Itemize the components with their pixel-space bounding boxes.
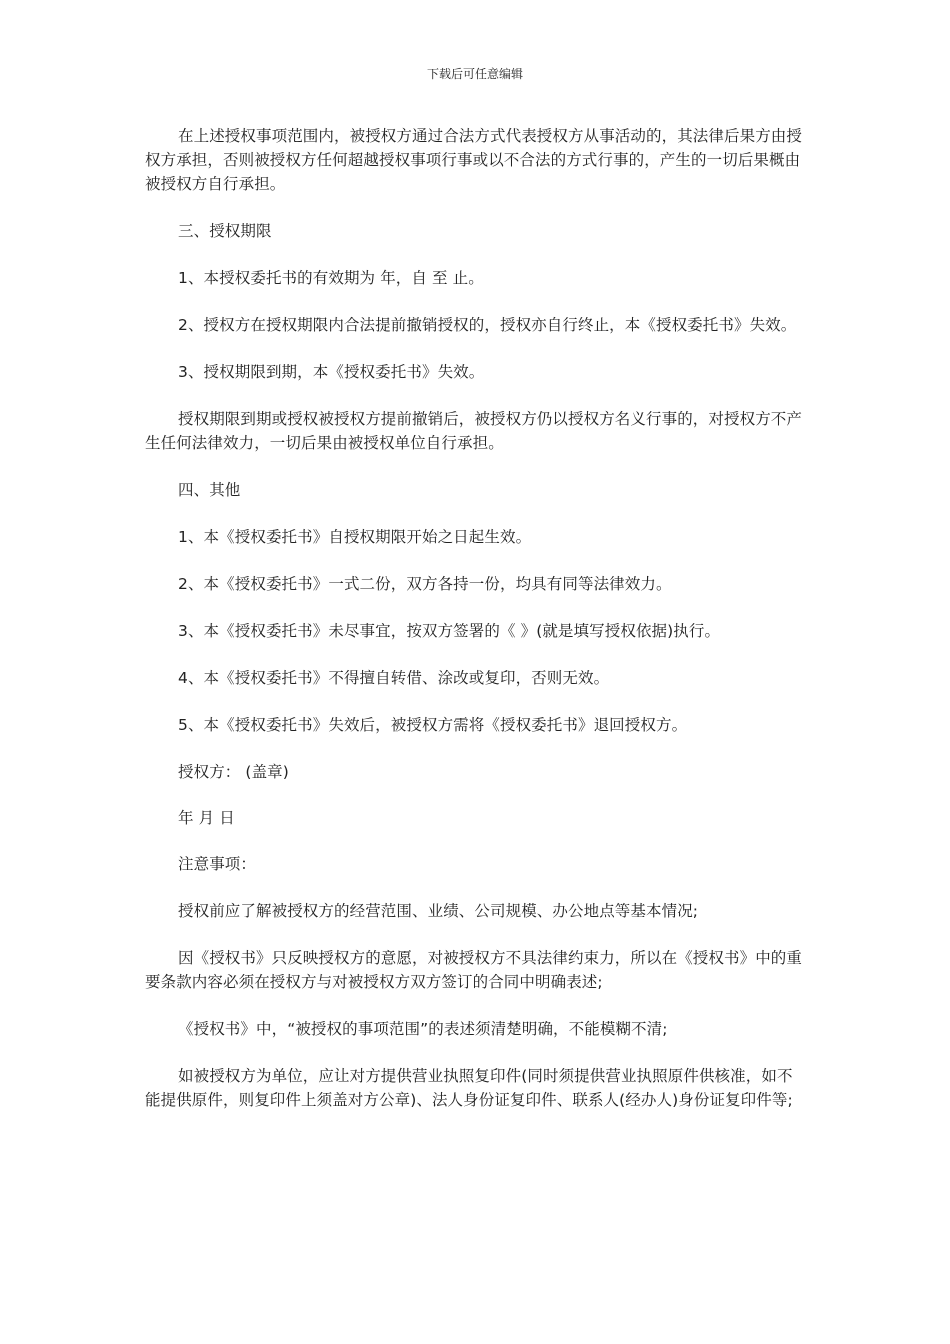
note-contract-terms: 因《授权书》只反映授权方的意愿，对被授权方不具法律约束力，所以在《授权书》中的重要条款内容必须在授权方与对被授权方双方签订的合同中明确表述; [145, 949, 803, 991]
date-line: 年 月 日 [178, 809, 235, 827]
note-required-documents: 如被授权方为单位，应让对方提供营业执照复印件(同时须提供营业执照原件供核准，如不能提供原件，则复印件上须盖对方公章)、法人身份证复印件、联系人(经办人)身份证复印件等; [145, 1067, 793, 1109]
signature-line: 授权方： (盖章) [178, 763, 289, 781]
document-body [145, 124, 805, 1135]
notes-heading: 注意事项： [178, 855, 257, 873]
note-background-check: 授权前应了解被授权方的经营范围、业绩、公司规模、办公地点等基本情况; [178, 902, 699, 920]
clause-validity-period: 1、本授权委托书的有效期为 年，自 至 止。 [178, 269, 484, 287]
clause-early-revocation: 2、授权方在授权期限内合法提前撤销授权的，授权亦自行终止，本《授权委托书》失效。 [178, 316, 797, 334]
section-heading-authorization-period: 三、授权期限 [178, 222, 272, 240]
clause-unresolved-matters: 3、本《授权委托书》未尽事宜，按双方签署的《 》(就是填写授权依据)执行。 [178, 622, 721, 640]
section-heading-other: 四、其他 [178, 481, 241, 499]
clause-no-transfer: 4、本《授权委托书》不得擅自转借、涂改或复印，否则无效。 [178, 669, 610, 687]
clause-return-document: 5、本《授权委托书》失效后，被授权方需将《授权委托书》退回授权方。 [178, 716, 688, 734]
clause-copies: 2、本《授权委托书》一式二份，双方各持一份，均具有同等法律效力。 [178, 575, 672, 593]
page-header: 下载后可任意编辑 [426, 67, 523, 81]
clause-effective-date: 1、本《授权委托书》自授权期限开始之日起生效。 [178, 528, 532, 546]
clause-expiry: 3、授权期限到期，本《授权委托书》失效。 [178, 363, 485, 381]
paragraph-legal-consequences: 在上述授权事项范围内，被授权方通过合法方式代表授权方从事活动的，其法律后果方由授权方承担，否则被授权方任何超越授权事项行事或以不合法的方式行事的，产生的一切后果概由被授权方自行承担。 [145, 127, 803, 193]
note-scope-clarity: 《授权书》中，“被授权的事项范围”的表述须清楚明确，不能模糊不清; [178, 1020, 668, 1038]
paragraph-after-expiry: 授权期限到期或授权被授权方提前撤销后，被授权方仍以授权方名义行事的，对授权方不产生任何法律效力，一切后果由被授权单位自行承担。 [145, 410, 803, 452]
